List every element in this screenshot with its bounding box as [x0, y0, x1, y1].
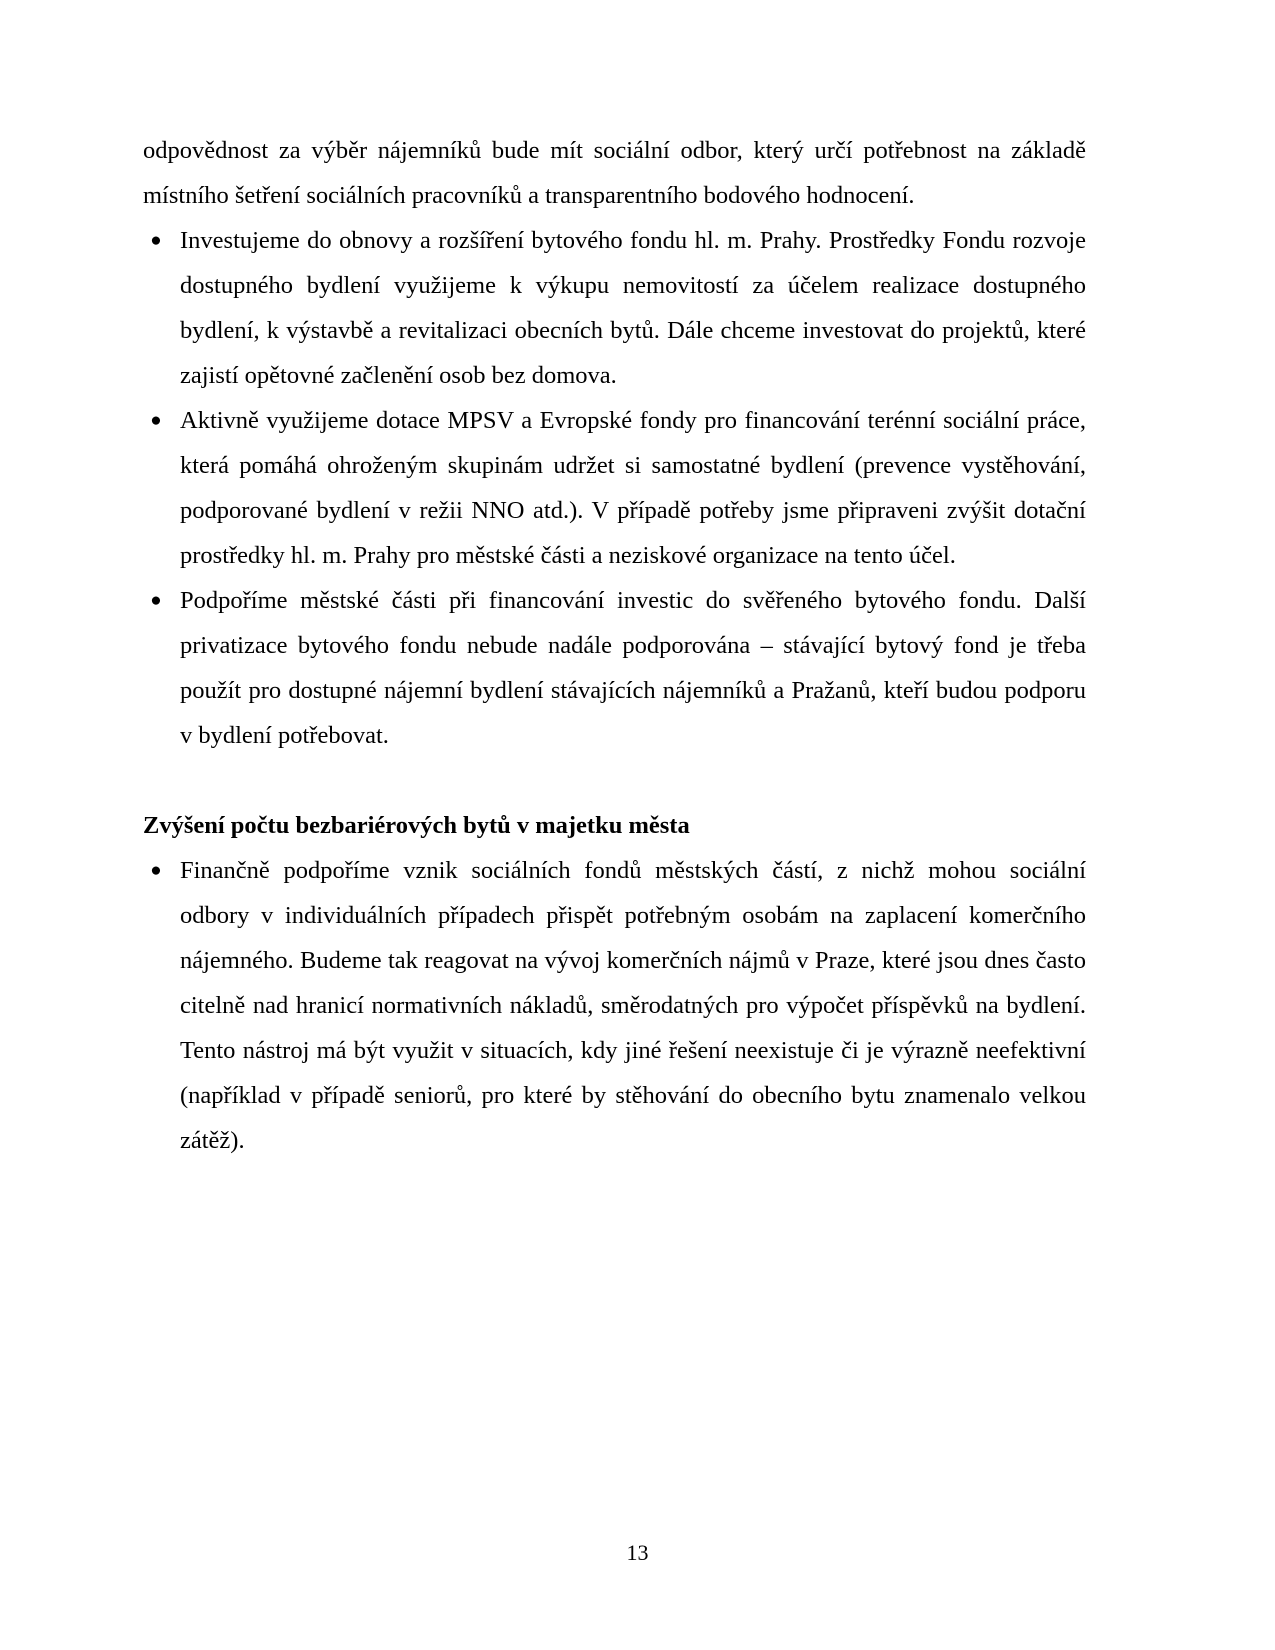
list-item-text: Investujeme do obnovy a rozšíření bytového fondu hl. m. Prahy. Prostředky Fondu rozvoje dostupného bydlení využijeme k výkupu nemovitostí za účelem realizace dostupného bydlení, k výstavbě a revitalizaci obecních bytů. Dále chceme investovat do projektů, které zajistí opětovné začlenění osob bez domova. [180, 227, 1086, 389]
list-item [143, 218, 1086, 398]
bullet-list-barrier-free [143, 848, 1086, 1163]
bullet-icon: ● [150, 410, 162, 431]
section-spacer [143, 758, 1086, 803]
bullet-icon: ● [150, 860, 162, 881]
list-item [143, 578, 1086, 758]
list-item-text: Finančně podpoříme vznik sociálních fondů městských částí, z nichž mohou sociální odbory v individuálních případech přispět potřebným osobám na zaplacení komerčního nájemného. Budeme tak reagovat na vývoj komerčních nájmů v Praze, které jsou dnes často citelně nad hranicí normativních nákladů, směrodatných pro výpočet příspěvků na bydlení. Tento nástroj má být využit v situacích, kdy jiné řešení neexistuje či je výrazně neefektivní (například v případě seniorů, pro které by stěhování do obecního bytu znamenalo velkou zátěž). [180, 857, 1086, 1154]
list-item-text: Podpoříme městské části při financování investic do svěřeného bytového fondu. Další privatizace bytového fondu nebude nadále podporována – stávající bytový fond je třeba použít pro dostupné nájemní bydlení stávajících nájemníků a Pražanů, kteří budou podporu v bydlení potřebovat. [180, 587, 1086, 749]
bullet-icon: ● [150, 230, 162, 251]
list-item-text: Aktivně využijeme dotace MPSV a Evropské fondy pro financování terénní sociální práce, která pomáhá ohroženým skupinám udržet si samostatné bydlení (prevence vystěhování, podporované bydlení v režii NNO atd.). V případě potřeby jsme připraveni zvýšit dotační prostředky hl. m. Prahy pro městské části a neziskové organizace na tento účel. [180, 407, 1086, 569]
page-number: 13 [626, 1540, 649, 1565]
bullet-list-housing-fund [143, 218, 1086, 758]
list-item [143, 398, 1086, 578]
section-heading: Zvýšení počtu bezbariérových bytů v majetku města [143, 812, 690, 839]
page-content [143, 128, 1086, 1163]
bullet-icon: ● [150, 590, 162, 611]
list-item [143, 848, 1086, 1163]
continuation-paragraph: odpovědnost za výběr nájemníků bude mít sociální odbor, který určí potřebnost na základě místního šetření sociálních pracovníků a transparentního bodového hodnocení. [143, 137, 1086, 209]
